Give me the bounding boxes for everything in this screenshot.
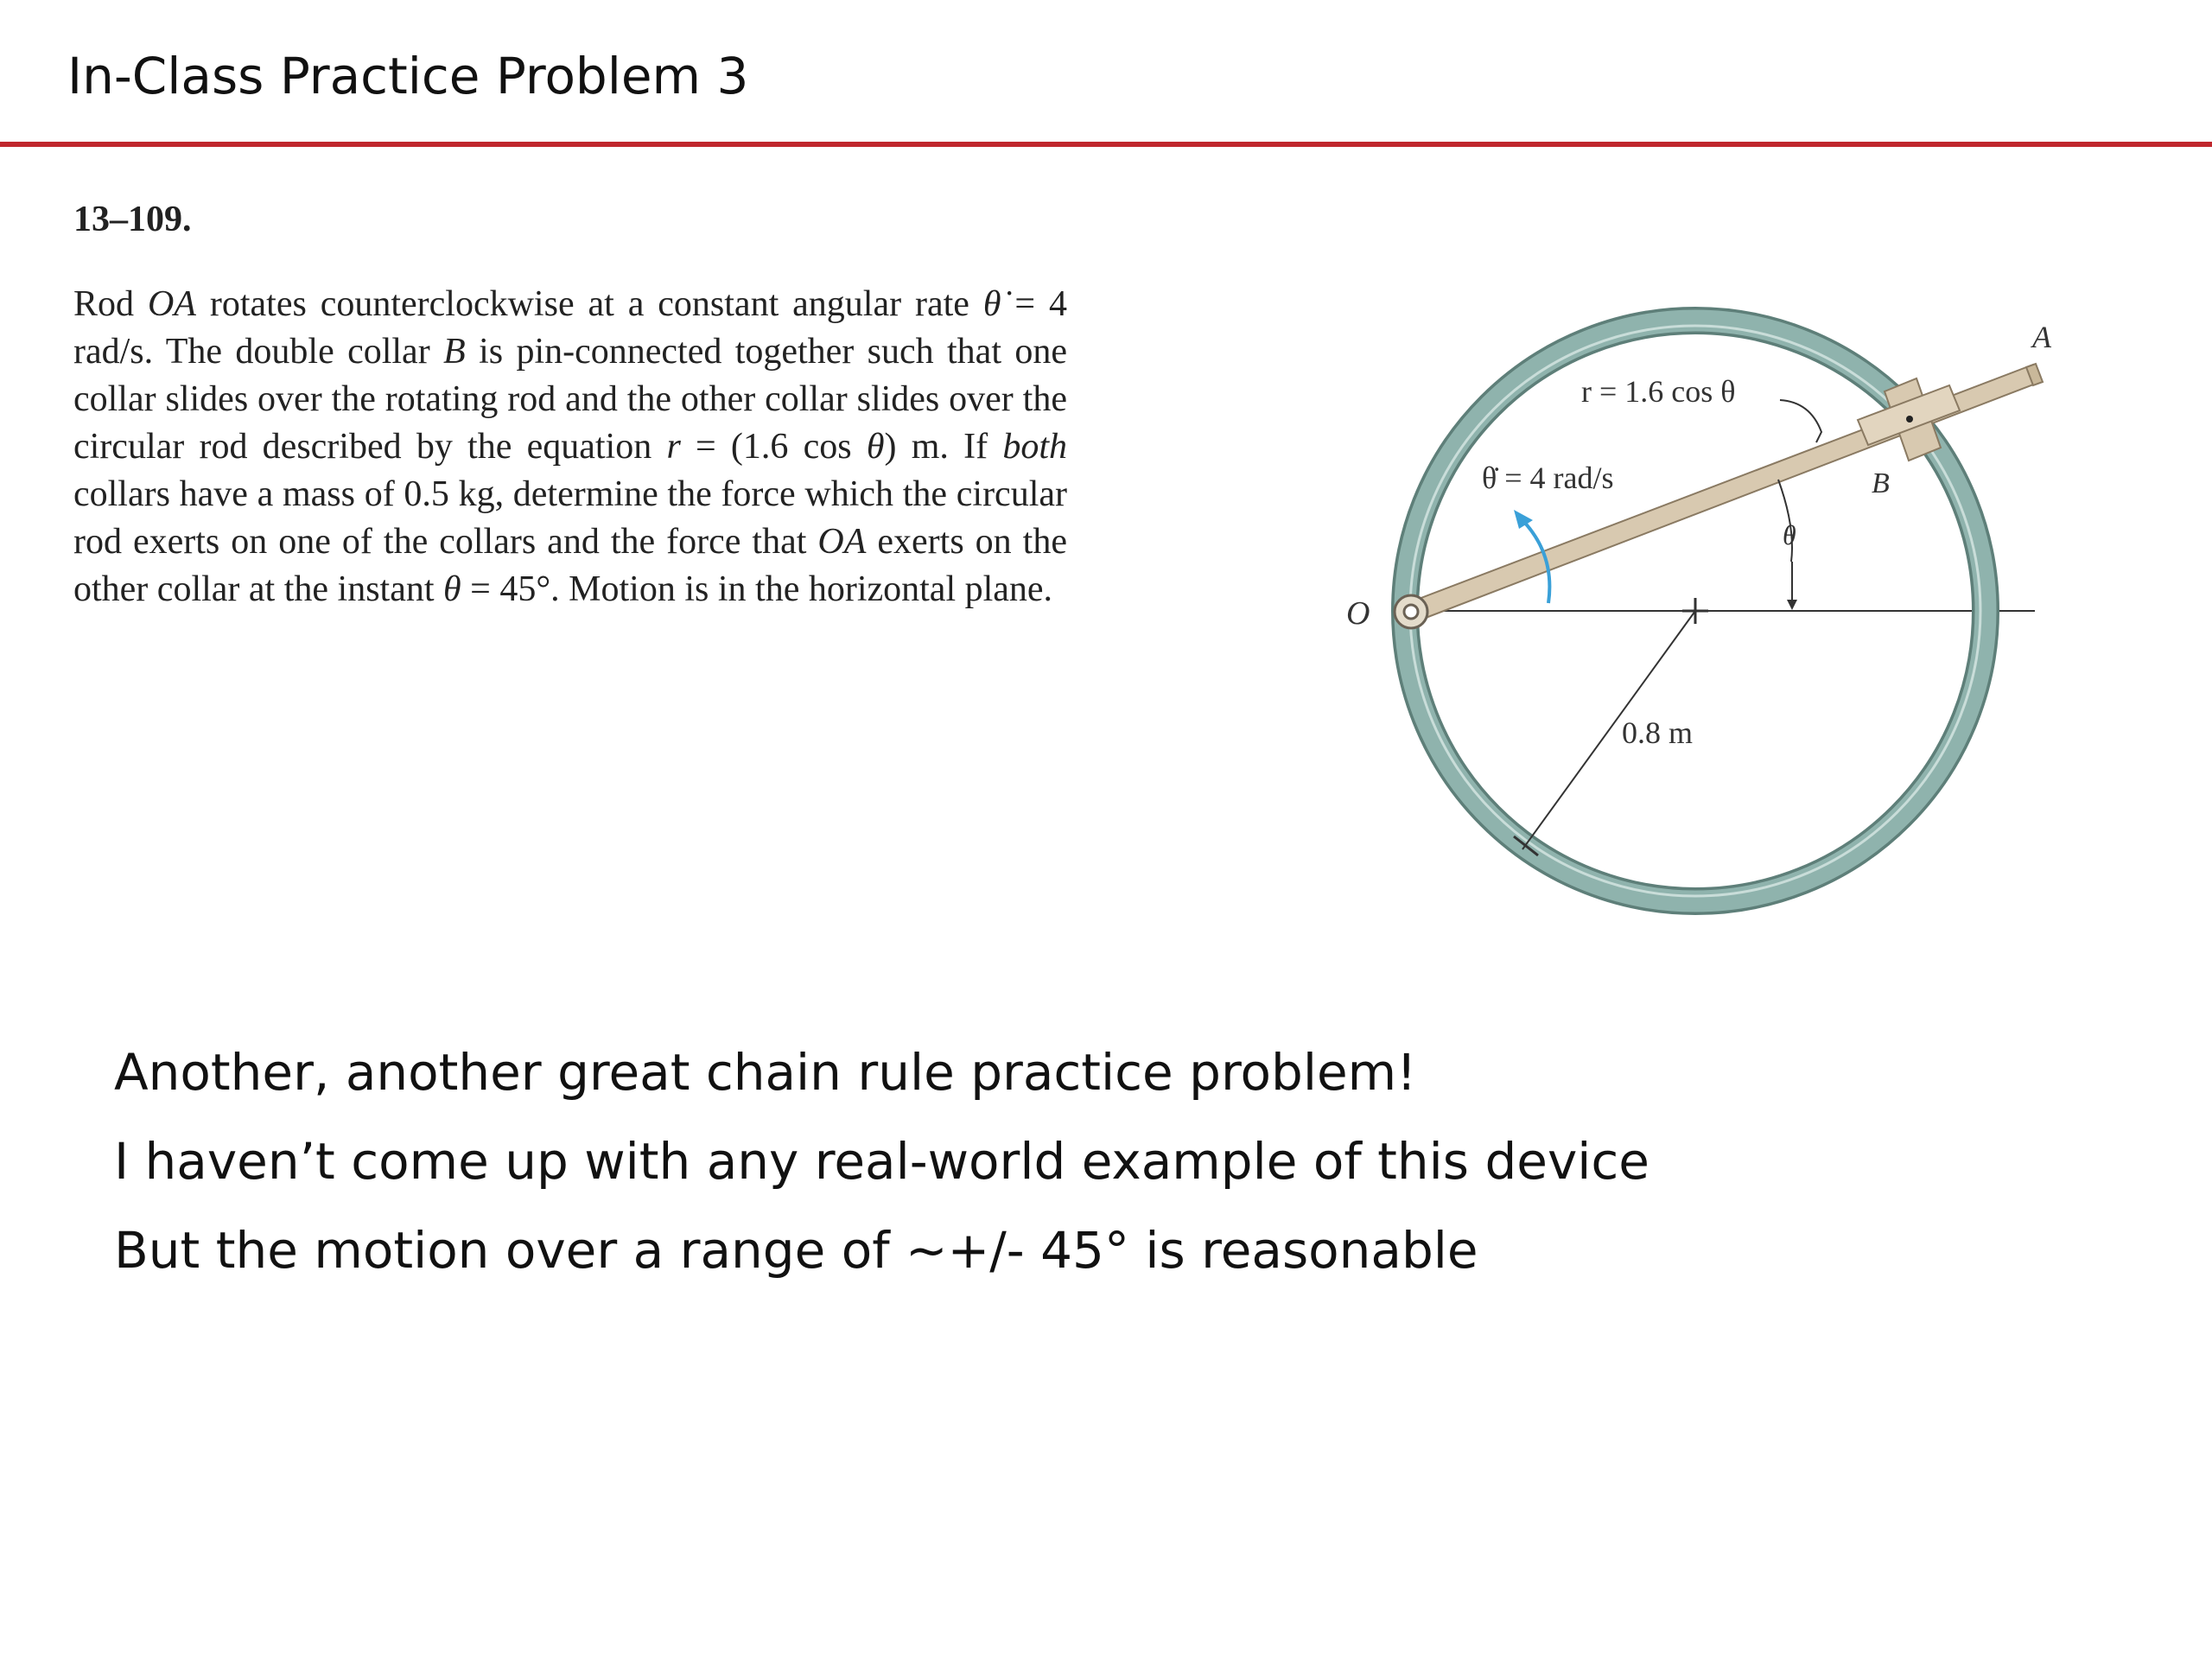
- label-radius: 0.8 m: [1622, 715, 1694, 750]
- title-divider: [0, 142, 2212, 147]
- label-angular-rate: θ̇ = 4 rad/s: [1482, 461, 1614, 495]
- slide-title: In-Class Practice Problem 3: [67, 47, 749, 105]
- label-theta: θ: [1783, 519, 1796, 550]
- pivot-o-pin: [1404, 605, 1418, 619]
- note-line-1: Another, another great chain rule practice problem!: [114, 1043, 1417, 1102]
- label-r-equation: r = 1.6 cos θ: [1581, 374, 1736, 409]
- label-b: B: [1872, 467, 1890, 499]
- problem-statement: Rod OA rotates counterclockwise at a constant angular rate θ̇ = 4 rad/s. The double collar B is pin-connected together such that one collar slides over the rotating rod and the other collar slides over the circular rod described by the equation r = (1.6 cos θ) m. If both collars have a mass of 0.5 kg, determine the force which the circular rod exerts on one of the collars and the force that OA exerts on the other collar at the instant θ = 45°. Motion is in the horizontal plane.: [73, 284, 1068, 609]
- note-line-3: But the motion over a range of ~+/- 45° is reasonable: [114, 1221, 1478, 1280]
- r-label-leader: [1780, 400, 1821, 442]
- collar-b-pin: [1906, 416, 1913, 423]
- theta-arrowhead: [1787, 600, 1797, 610]
- label-o: O: [1346, 595, 1370, 632]
- label-a: A: [2032, 320, 2051, 354]
- mechanism-diagram: [1322, 302, 2056, 925]
- angular-rate-arrowhead: [1514, 510, 1533, 529]
- note-line-2: I haven’t come up with any real-world example of this device: [114, 1132, 1649, 1191]
- slide-notes: [114, 1028, 1649, 1295]
- problem-number: 13–109.: [73, 200, 192, 239]
